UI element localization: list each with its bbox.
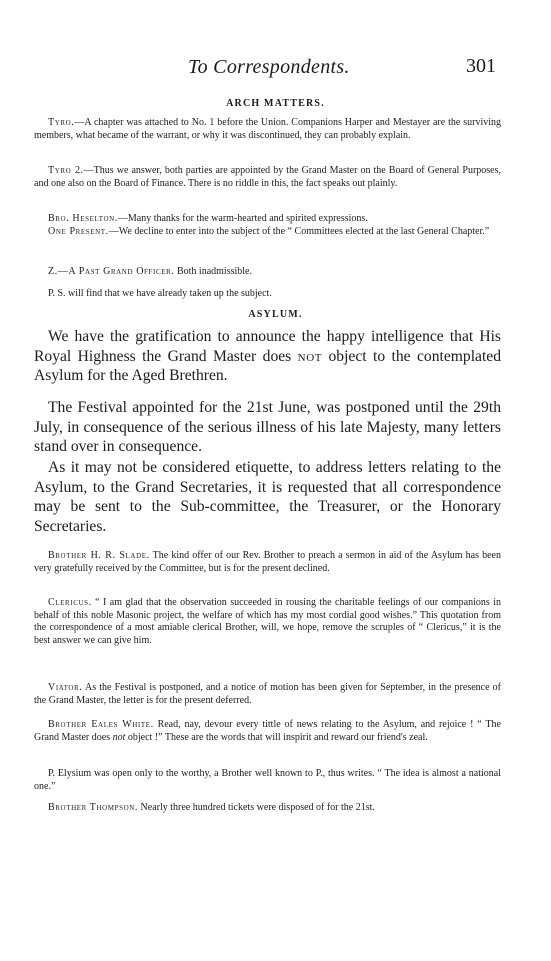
notice-text: —Thus we answer, both parties are appointed by the Grand Master on the Board of General Purposes, and one also on the Board of Finance. There is no riddle in this, the fact speaks out plainly. bbox=[34, 165, 502, 189]
asylum-etiquette-paragraph bbox=[34, 458, 501, 536]
notice-text: “ I am glad that the observation succeeded in rousing the charitable feelings of our companions in behalf of this noble Masonic project, the welfare of which has my most cordial good wishes.” This quotation from the correspondence of a most amiable clerical Brother, will, we hope, remove the scruples of “ Clericus,” it is the best answer we can give him. bbox=[34, 597, 501, 646]
notice-text: The kind offer of our Rev. Brother to preach a sermon in aid of the Asylum has been very gratefully received by the Committee, but is for the present declined. bbox=[34, 550, 501, 574]
asylum-festival-paragraph bbox=[34, 398, 501, 457]
paragraph-text: object to the contemplated Asylum for the Aged Brethren. bbox=[34, 347, 501, 385]
notice-text: —A chapter was attached to No. 1 before the Union. Companions Harper and Mestayer are the surviving members, what became of the warrant, or why it was discontinued, they can probably explain. bbox=[34, 117, 501, 141]
correspondent-name: Bro. Heselton. bbox=[48, 213, 118, 224]
asylum-announcement-paragraph bbox=[34, 327, 501, 386]
asylum-notice-p bbox=[34, 768, 501, 793]
notice-text: —We decline to enter into the subject of the “ Committees elected at the last General Chapter.” bbox=[108, 226, 490, 237]
correspondent-name: Viator. bbox=[48, 682, 83, 693]
asylum-heading: ASYLUM. bbox=[248, 309, 303, 320]
notice-text: Read, nay, devour every tittle of news relating to the Asylum, and rejoice ! “ The Grand Master does bbox=[34, 719, 501, 743]
arch-notice-heselton bbox=[34, 213, 501, 226]
correspondent-name: Z.—A Past Grand Officer. bbox=[48, 266, 175, 277]
paragraph-text: The Festival appointed for the 21st June, was postponed until the 29th July, in consequence of the serious illness of his late Majesty, many letters stand over in consequence. bbox=[34, 399, 501, 456]
asylum-notice-slade bbox=[34, 550, 501, 575]
arch-notice-tyro bbox=[34, 117, 501, 142]
arch-notice-past-grand-officer bbox=[34, 266, 501, 279]
emphasis: not bbox=[297, 347, 323, 365]
paragraph-text: We have the gratification to announce the happy intelligence that His Royal Highness the Grand Master does bbox=[34, 328, 501, 365]
paragraph-text: As it may not be considered etiquette, to address letters relating to the Asylum, to the Grand Secretaries, it is requested that all correspondence may be sent to the Sub-committee, the Treasurer, or the Honorary Secretaries. bbox=[34, 459, 501, 535]
emphasis: not bbox=[112, 731, 126, 743]
running-title: To Correspondents. bbox=[188, 56, 350, 78]
arch-notice-tyro-2 bbox=[34, 165, 501, 190]
notice-text: P. Elysium was open only to the worthy, a Brother well known to P., thus writes. “ The idea is almost a national one.” bbox=[34, 768, 501, 792]
asylum-notice-clericus bbox=[34, 597, 501, 647]
correspondent-name: Clericus. bbox=[48, 597, 92, 608]
notice-text: Nearly three hundred tickets were disposed of for the 21st. bbox=[138, 802, 375, 813]
correspondent-name: One Present. bbox=[48, 226, 109, 237]
running-head bbox=[0, 56, 551, 78]
arch-matters-heading: ARCH MATTERS. bbox=[226, 98, 325, 109]
notice-text: P. S. will find that we have already taken up the subject. bbox=[48, 288, 272, 299]
correspondent-name: Tyro 2. bbox=[48, 165, 84, 176]
notice-text: Both inadmissible. bbox=[174, 266, 252, 277]
asylum-notice-viator bbox=[34, 682, 501, 707]
asylum-notice-eales-white bbox=[34, 719, 501, 744]
notice-text: As the Festival is postponed, and a notice of motion has been given for September, in the presence of the Grand Master, the letter is for the present deferred. bbox=[34, 682, 501, 706]
page-number: 301 bbox=[466, 55, 496, 77]
notice-text: object !” These are the words that will inspirit and reward our friend's zeal. bbox=[125, 731, 428, 743]
correspondent-name: Brother Thompson. bbox=[48, 802, 139, 813]
correspondent-name: Brother Eales White. bbox=[48, 719, 154, 730]
notice-text: —Many thanks for the warm-hearted and spirited expressions. bbox=[117, 213, 368, 224]
asylum-notice-thompson bbox=[34, 802, 501, 815]
arch-notice-ps bbox=[34, 288, 501, 301]
arch-notice-one-present bbox=[34, 226, 501, 239]
correspondent-name: Brother H. R. Slade. bbox=[48, 550, 150, 561]
correspondent-name: Tyro. bbox=[48, 117, 75, 128]
